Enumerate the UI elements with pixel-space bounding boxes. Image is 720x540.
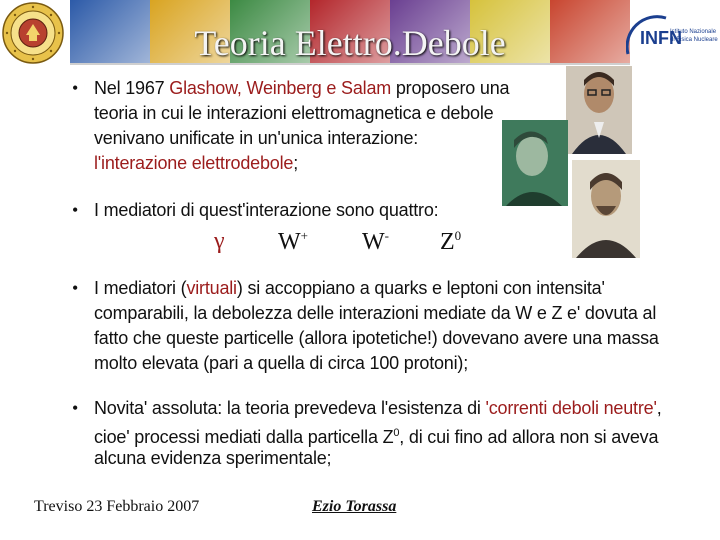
university-seal-logo bbox=[2, 2, 64, 64]
bullet-text: , bbox=[656, 398, 662, 418]
bullet-text: venivano unificate in un'unica interazione: bbox=[94, 128, 419, 148]
header-divider bbox=[70, 63, 630, 65]
mediator-symbol bbox=[214, 228, 225, 255]
bullet-text: fatto che queste particelle (allora ipotetiche!) dovevano avere una massa bbox=[94, 328, 659, 348]
bullet-text: comparabili, la debolezza delle interazioni mediate da W e Z e' dovuta al bbox=[94, 303, 657, 323]
bullet-text: Nel 1967 bbox=[94, 78, 170, 98]
bullet-text: ; bbox=[293, 153, 298, 173]
bullet-text: molto elevata (pari a quella di circa 100 protoni); bbox=[94, 353, 469, 373]
mediator-base: W bbox=[362, 229, 385, 255]
bullet-dot: • bbox=[72, 200, 79, 220]
bullet-1-line bbox=[94, 101, 493, 126]
bullet-dot: • bbox=[72, 78, 79, 98]
mediator-symbol bbox=[278, 228, 308, 256]
mediator-base: W bbox=[278, 229, 301, 255]
highlighted-text: 'correnti deboli neutre' bbox=[485, 398, 657, 418]
bullet-1-line bbox=[94, 151, 298, 176]
portrait-photo-glashow bbox=[502, 120, 568, 206]
bullet-text: I mediatori ( bbox=[94, 278, 187, 298]
highlighted-text: l'interazione elettrodebole bbox=[94, 153, 294, 173]
slide-title: Teoria Elettro.Debole bbox=[194, 23, 506, 63]
bullet-text: 0 bbox=[393, 427, 400, 439]
bullet-text: ) si accoppiano a quarks e leptoni con intensita' bbox=[236, 278, 605, 298]
bullet-text: Novita' assoluta: la teoria prevedeva l'esistenza di bbox=[94, 398, 486, 418]
bullet-text: cioe' processi mediati dalla particella Z bbox=[94, 427, 394, 447]
bullet-3-line bbox=[94, 351, 468, 376]
footer-author: Ezio Torassa bbox=[312, 498, 397, 515]
infn-logo bbox=[626, 14, 718, 58]
highlighted-text: Glashow, Weinberg e Salam bbox=[169, 78, 392, 98]
bullet-3-line bbox=[94, 301, 656, 326]
mediator-superscript: 0 bbox=[454, 228, 462, 243]
bullet-text: teoria in cui le interazioni elettromagnetica e debole bbox=[94, 103, 494, 123]
bullet-4-line bbox=[94, 446, 331, 471]
bullet-2-line bbox=[94, 198, 438, 223]
mediator-base: γ bbox=[214, 228, 225, 254]
bullet-3-line bbox=[94, 326, 659, 351]
bullet-dot: • bbox=[72, 398, 79, 418]
bullet-dot: • bbox=[72, 278, 79, 298]
infn-subtitle-line1: Istituto Nazionale bbox=[670, 29, 717, 35]
bullet-text: , di cui fino ad allora non si aveva bbox=[399, 427, 659, 447]
svg-text:INFN: INFN bbox=[640, 28, 682, 48]
bullet-1-line bbox=[94, 76, 509, 101]
mediator-superscript: + bbox=[300, 228, 308, 243]
mediator-symbol bbox=[440, 228, 461, 256]
bullet-text: proposero una bbox=[391, 78, 510, 98]
footer-location-date: Treviso 23 Febbraio 2007 bbox=[34, 498, 200, 515]
portrait-photo-salam bbox=[566, 66, 632, 154]
infn-subtitle-line2: di Fisica Nucleare bbox=[670, 37, 718, 43]
bullet-4-line bbox=[94, 396, 662, 421]
bullet-text: alcuna evidenza sperimentale; bbox=[94, 448, 332, 468]
mediator-symbol bbox=[362, 228, 389, 256]
bullet-text: I mediatori di quest'interazione sono quattro: bbox=[94, 200, 439, 220]
mediator-base: Z bbox=[440, 229, 455, 255]
mediator-superscript: - bbox=[384, 228, 389, 243]
bullet-3-line bbox=[94, 276, 605, 301]
highlighted-text: virtuali bbox=[186, 278, 237, 298]
bullet-1-line bbox=[94, 126, 418, 151]
header-banner bbox=[70, 0, 630, 63]
portrait-photo-weinberg bbox=[572, 160, 640, 258]
